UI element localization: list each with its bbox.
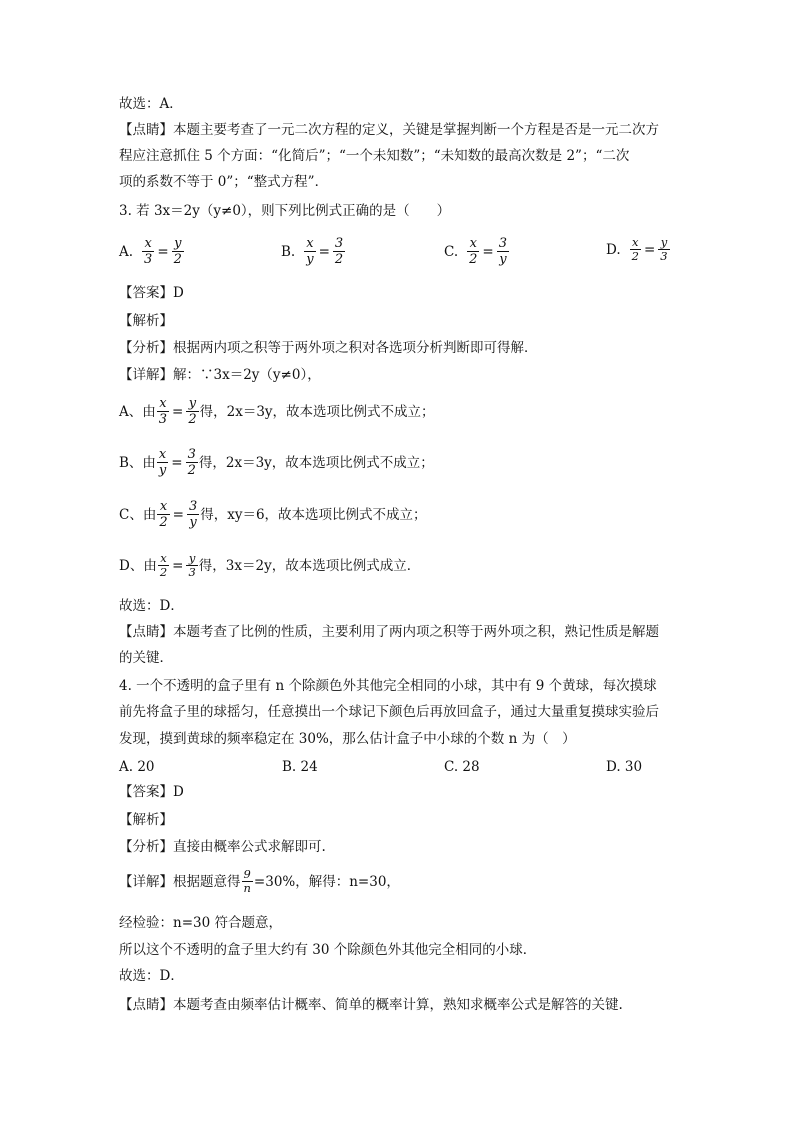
fraction [187, 499, 199, 530]
text-line: 【分析】根据两内项之积等于两外项之积对各选项分析判断即可得解． [119, 340, 538, 356]
numerator: 3 [498, 236, 508, 251]
equals-sign: = [643, 241, 656, 258]
denominator: 2 [631, 249, 639, 263]
solution-item-b [119, 447, 434, 478]
question-4-stem-line: 4. 一个不透明的盒子里有 n 个除颜色外其他完全相同的小球，其中有 9 个黄球，每次摸球 [119, 678, 657, 694]
numerator: x [158, 552, 169, 566]
item-prefix: A、由 [119, 403, 156, 420]
option-label: C. [444, 243, 459, 260]
fraction [242, 868, 253, 895]
denominator: y [158, 463, 167, 478]
item-prefix: C、由 [119, 506, 157, 523]
text-line: 【点睛】本题考查了比例的性质，主要利用了两内项之积等于两外项之积，熟记性质是解题 [119, 624, 659, 640]
solution-line [119, 868, 400, 895]
numerator: x [467, 236, 479, 252]
numerator: x [142, 236, 154, 252]
answer-label: 【答案】D [119, 784, 184, 800]
text-line: 的关键． [119, 650, 173, 666]
equals-sign: = [318, 243, 330, 260]
text-line: 故选：A． [119, 96, 183, 112]
q4-option-d: D. 30 [606, 759, 643, 775]
denominator: 2 [188, 412, 197, 427]
item-text: 得，2x＝3y，故本选项比例式不成立； [199, 403, 435, 420]
numerator: x [304, 236, 315, 252]
fraction [157, 499, 169, 530]
question-3-stem: 3. 若 3x＝2y（y≠0），则下列比例式正确的是（ ） [119, 203, 451, 219]
numerator: 3 [334, 236, 344, 251]
equals-sign: = [157, 243, 169, 260]
question-4-stem-line: 发现，摸到黄球的频率稳定在 30%，那么估计盒子中小球的个数 n 为（ ） [119, 731, 576, 747]
analysis-label: 【解析】 [119, 812, 173, 828]
numerator: 9 [242, 868, 253, 882]
denominator: 3 [158, 412, 168, 427]
numerator: y [186, 552, 197, 566]
item-prefix: D、由 [119, 557, 157, 574]
text-line: 项的系数不等于 0”；“整式方程”． [119, 174, 329, 190]
item-text: 得，2x＝3y，故本选项比例式不成立； [198, 454, 434, 471]
text-line: 程应注意抓住 5 个方面：“化简后”；“一个未知数”；“未知数的最高次数是 2”；“二次 [119, 148, 630, 164]
equals-sign: = [171, 454, 183, 471]
solution-item-c [119, 499, 427, 530]
text-line: 故选：D． [119, 598, 184, 614]
denominator: 3 [144, 252, 153, 267]
text-line: 所以这个不透明的盒子里大约有 30 个除颜色外其他完全相同的小球． [119, 942, 537, 958]
equals-sign: = [172, 403, 184, 420]
text-line: 【点睛】本题主要考查了一元二次方程的定义，关键是掌握判断一个方程是否是一元二次方 [119, 122, 659, 138]
item-text: 得，3x＝2y，故本选项比例式成立． [198, 557, 421, 574]
denominator: 2 [159, 515, 168, 530]
equals-sign: = [482, 243, 494, 260]
fraction [467, 236, 479, 267]
fraction [157, 447, 168, 478]
q3-option-c [444, 236, 510, 267]
item-prefix: B、由 [119, 454, 156, 471]
fraction [157, 396, 169, 427]
q3-option-d [606, 236, 671, 263]
fraction [497, 236, 509, 267]
solution-item-d [119, 552, 420, 579]
denominator: 2 [187, 463, 196, 478]
option-label: D. [606, 241, 621, 258]
q4-option-a: A. 20 [119, 759, 155, 775]
numerator: x [157, 499, 169, 515]
text-line: 【分析】直接由概率公式求解即可. [119, 839, 326, 855]
fraction [186, 552, 197, 579]
numerator: x [157, 396, 169, 412]
fraction [186, 447, 198, 478]
numerator: y [172, 236, 184, 252]
analysis-label: 【解析】 [119, 313, 173, 329]
fraction [304, 236, 315, 267]
option-label: B. [281, 243, 296, 260]
equals-sign: = [172, 506, 184, 523]
denominator: y [189, 515, 197, 530]
solution-prefix: 【详解】根据题意得 [119, 873, 241, 890]
fraction [142, 236, 154, 267]
q4-option-b: B. 24 [282, 759, 318, 775]
q3-option-b [281, 236, 346, 267]
fraction [172, 236, 184, 267]
text-line: 【点睛】本题考查由频率估计概率、简单的概率计算，熟知求概率公式是解答的关键. [119, 997, 623, 1013]
q4-option-c: C. 28 [444, 759, 480, 775]
denominator: 2 [159, 565, 168, 579]
fraction [186, 396, 198, 427]
numerator: x [157, 447, 168, 463]
numerator: y [658, 236, 669, 250]
solution-item-a [119, 396, 435, 427]
denominator: 2 [173, 252, 182, 267]
denominator: n [243, 881, 251, 895]
answer-label: 【答案】D [119, 285, 184, 301]
numerator: 3 [188, 499, 198, 514]
fraction [333, 236, 345, 267]
equals-sign: = [172, 557, 184, 574]
numerator: 3 [187, 447, 196, 462]
item-text: 得，xy＝6，故本选项比例式不成立； [200, 506, 427, 523]
solution-text: =30%，解得：n=30， [253, 873, 400, 890]
option-label: A. [119, 243, 134, 260]
denominator: 2 [334, 252, 344, 267]
denominator: 2 [469, 252, 478, 267]
text-line: 【详解】解：∵3x＝2y（y≠0）， [119, 367, 321, 383]
numerator: x [630, 236, 641, 250]
text-line: 故选：D． [119, 968, 184, 984]
question-4-stem-line: 前先将盒子里的球摇匀，任意摸出一个球记下颜色后再放回盒子，通过大量重复摸球实验后 [119, 704, 659, 720]
fraction [630, 236, 641, 263]
denominator: 3 [660, 249, 668, 263]
text-line: 经检验：n=30 符合题意， [119, 915, 282, 931]
denominator: 3 [188, 565, 196, 579]
numerator: y [186, 396, 198, 412]
q3-option-a [119, 236, 185, 267]
denominator: y [499, 252, 507, 267]
denominator: y [306, 252, 314, 267]
fraction [658, 236, 669, 263]
fraction [158, 552, 169, 579]
